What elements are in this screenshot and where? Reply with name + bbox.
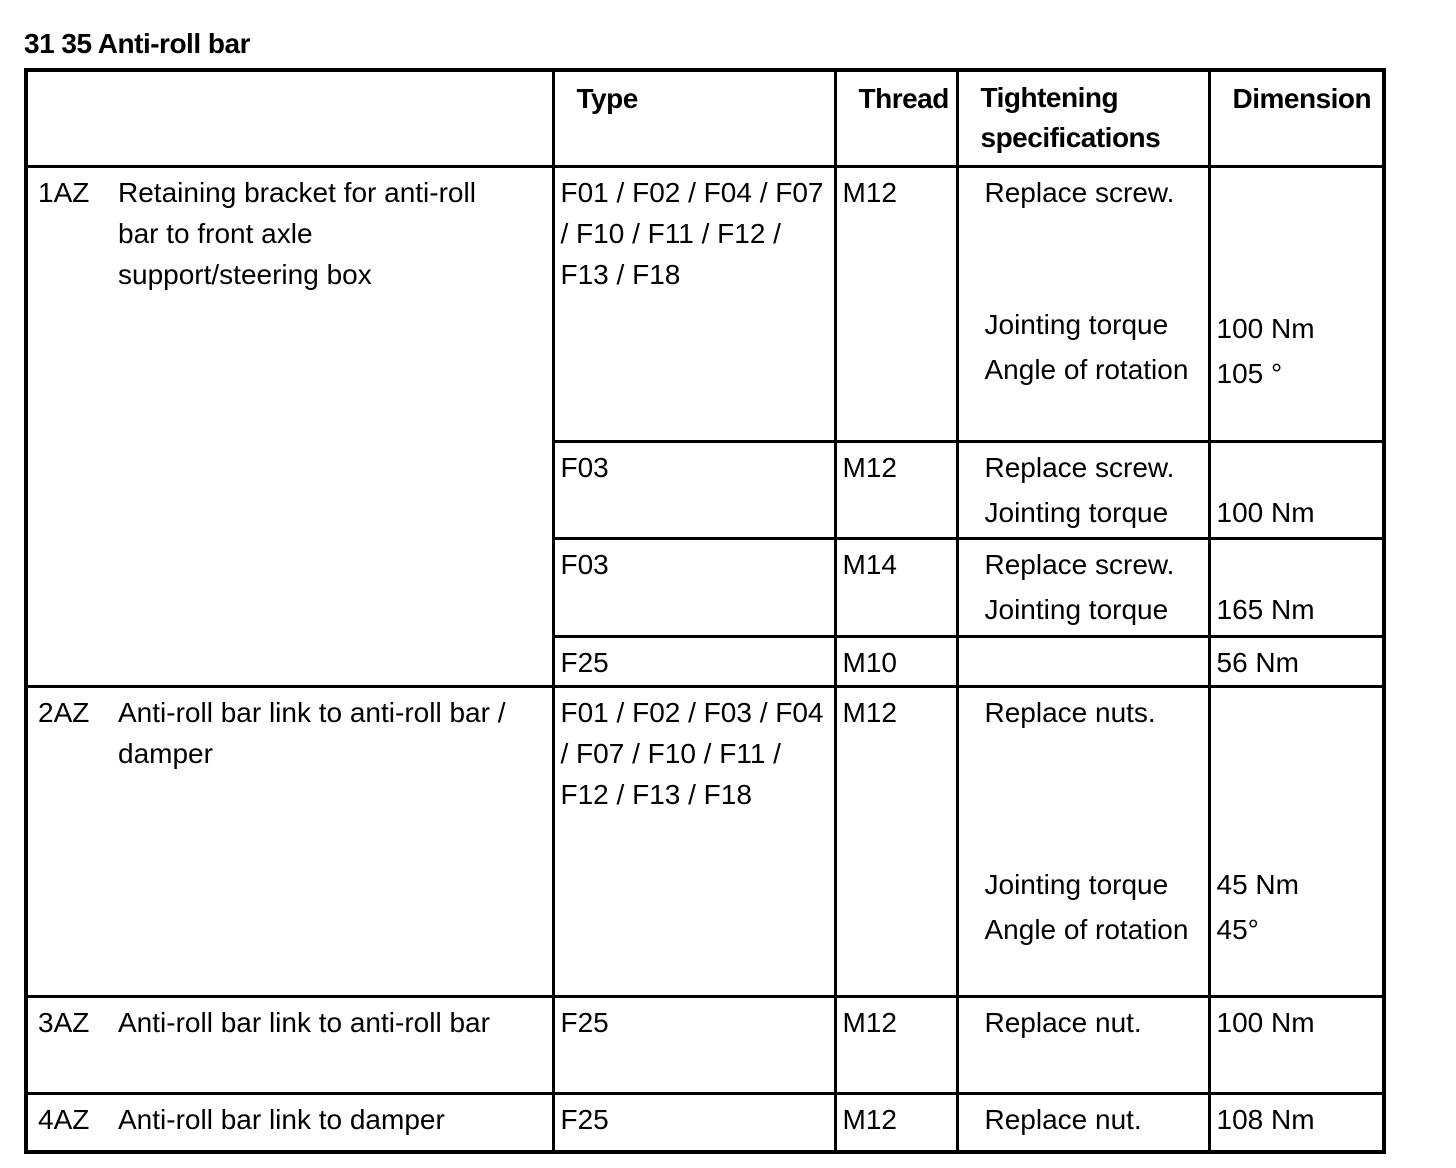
spec-cell: Replace nut. <box>957 1094 1209 1152</box>
table-row <box>26 687 1384 997</box>
item-code: 3AZ <box>38 1007 90 1038</box>
table-row <box>26 997 1384 1094</box>
dim-torque: 165 Nm <box>1216 594 1315 625</box>
header-dimension: Dimension <box>1209 70 1384 167</box>
dimension-cell: 56 Nm <box>1209 637 1384 687</box>
spacer <box>985 213 1208 304</box>
thread-cell: M14 <box>835 539 957 637</box>
header-item <box>26 70 553 167</box>
dim-torque: 45 Nm <box>1216 869 1299 900</box>
spec-note: Replace nuts. <box>984 697 1156 728</box>
type-cell: F01 / F02 / F03 / F04 / F07 / F10 / F11 / F12 / F13 / F18 <box>553 687 835 997</box>
item-code: 4AZ <box>38 1104 90 1135</box>
table-row <box>26 167 1384 442</box>
spec-note: Replace screw. <box>984 177 1175 208</box>
header-type: Type <box>553 70 835 167</box>
spec-torque-label: Jointing torque <box>984 869 1169 900</box>
dimension-cell <box>1209 687 1384 997</box>
thread-cell: M12 <box>835 997 957 1094</box>
dim-angle: 105 ° <box>1216 358 1283 389</box>
spec-torque-label: Jointing torque <box>984 594 1169 625</box>
item-description: Retaining bracket for anti-roll bar to front axle support/steering box <box>118 177 476 290</box>
spec-torque-label: Jointing torque <box>984 309 1169 340</box>
table-row <box>26 1094 1384 1152</box>
item-cell <box>26 167 553 687</box>
thread-cell: M12 <box>835 167 957 442</box>
type-cell: F25 <box>553 997 835 1094</box>
spec-angle-label: Angle of rotation <box>984 354 1189 385</box>
header-thread: Thread <box>835 70 957 167</box>
spec-cell: Replace nut. <box>957 997 1209 1094</box>
item-description: Anti-roll bar link to anti-roll bar / damper <box>118 697 506 769</box>
spec-cell <box>957 167 1209 442</box>
type-cell: F01 / F02 / F04 / F07 / F10 / F11 / F12 / F13 / F18 <box>553 167 835 442</box>
spacer <box>1217 544 1383 589</box>
type-cell: F25 <box>553 637 835 687</box>
spacer <box>1217 692 1383 864</box>
dim-torque: 100 Nm <box>1216 497 1315 528</box>
spec-cell <box>957 442 1209 539</box>
torque-spec-table <box>24 68 1386 1154</box>
dim-angle: 45° <box>1216 914 1259 945</box>
spec-note: Replace screw. <box>984 549 1175 580</box>
header-tightening-line1: Tightening <box>980 82 1119 113</box>
dim-torque: 100 Nm <box>1216 313 1315 344</box>
thread-cell: M12 <box>835 687 957 997</box>
item-cell <box>26 997 553 1094</box>
thread-cell: M12 <box>835 1094 957 1152</box>
spec-angle-label: Angle of rotation <box>984 914 1189 945</box>
item-description: Anti-roll bar link to anti-roll bar <box>118 1007 490 1038</box>
item-code: 1AZ <box>38 177 90 208</box>
item-cell <box>26 687 553 997</box>
spacer <box>985 733 1208 864</box>
spec-cell <box>957 637 1209 687</box>
spec-torque-label: Jointing torque <box>984 497 1169 528</box>
item-cell <box>26 1094 553 1152</box>
spec-cell <box>957 539 1209 637</box>
type-cell: F03 <box>553 442 835 539</box>
dimension-cell <box>1209 167 1384 442</box>
type-cell: F25 <box>553 1094 835 1152</box>
type-cell: F03 <box>553 539 835 637</box>
thread-cell: M12 <box>835 442 957 539</box>
page-title: 31 35 Anti-roll bar <box>24 28 250 59</box>
item-code: 2AZ <box>38 697 90 728</box>
item-description: Anti-roll bar link to damper <box>118 1104 445 1135</box>
spec-note: Replace screw. <box>984 452 1175 483</box>
spacer <box>1217 447 1383 492</box>
header-row <box>26 70 1384 167</box>
header-tightening-specifications <box>957 70 1209 167</box>
spacer <box>1217 172 1383 308</box>
spec-cell <box>957 687 1209 997</box>
thread-cell: M10 <box>835 637 957 687</box>
dimension-cell <box>1209 442 1384 539</box>
dimension-cell: 108 Nm <box>1209 1094 1384 1152</box>
dimension-cell: 100 Nm <box>1209 997 1384 1094</box>
dimension-cell <box>1209 539 1384 637</box>
header-tightening-line2: specifications <box>980 122 1161 153</box>
